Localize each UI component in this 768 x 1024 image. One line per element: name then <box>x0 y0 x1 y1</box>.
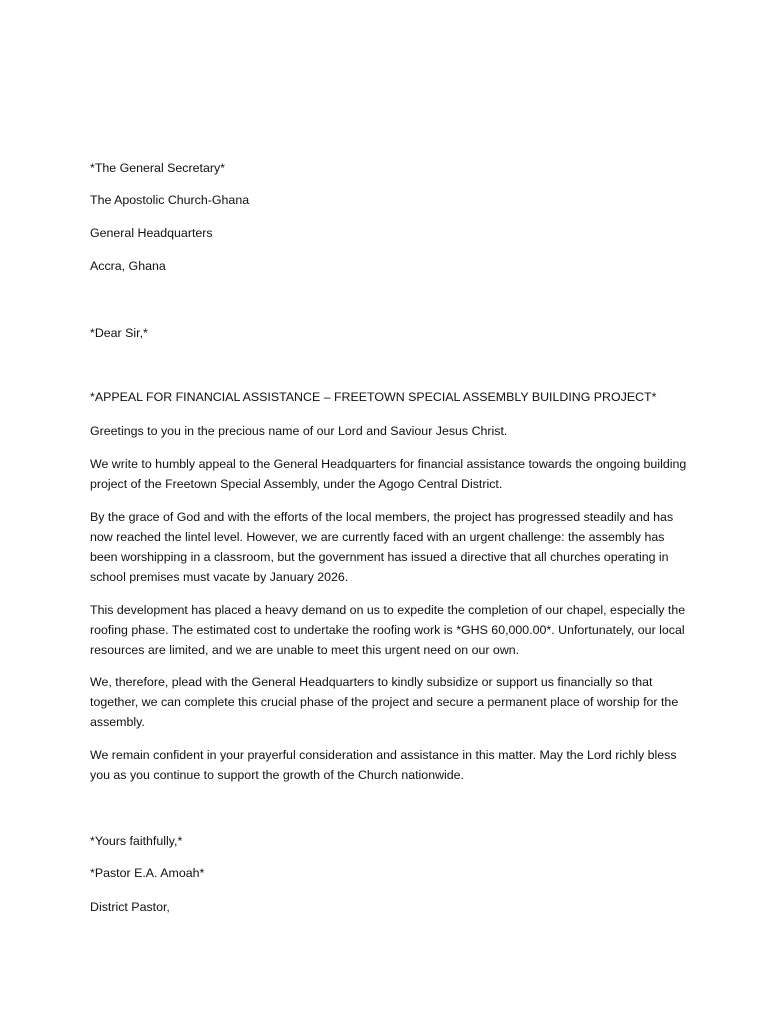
body-paragraph-3: This development has placed a heavy demand on us to expedite the completion of our chapel, especially the roofing phase. The estimated cost to undertake the roofing work is *GHS 60,000.00*. Unfortunately, our local resources are limited, and we are unable to meet this urgent need on our own. <box>90 603 686 657</box>
subject-line: *APPEAL FOR FINANCIAL ASSISTANCE – FREETOWN SPECIAL ASSEMBLY BUILDING PROJECT* <box>90 390 657 404</box>
signatory-name: *Pastor E.A. Amoah* <box>90 866 205 880</box>
greeting-paragraph: Greetings to you in the precious name of our Lord and Saviour Jesus Christ. <box>90 424 508 438</box>
recipient-location: Accra, Ghana <box>90 259 166 273</box>
recipient-organization: The Apostolic Church-Ghana <box>90 193 250 207</box>
body-paragraph-5: We remain confident in your prayerful consideration and assistance in this matter. May the Lord richly bless you as you continue to support the growth of the Church nationwide. <box>90 748 677 782</box>
body-paragraph-4: We, therefore, plead with the General Headquarters to kindly subsidize or support us financially so that together, we can complete this crucial phase of the project and secure a permanent place of worship for the assembly. <box>90 675 679 729</box>
recipient-title: *The General Secretary* <box>90 161 225 175</box>
closing: *Yours faithfully,* <box>90 834 183 848</box>
recipient-office: General Headquarters <box>90 226 213 240</box>
signatory-role: District Pastor, <box>90 900 170 914</box>
body-paragraph-1: We write to humbly appeal to the General Headquarters for financial assistance towards the ongoing building project of the Freetown Special Assembly, under the Agogo Central District. <box>90 457 687 491</box>
salutation: *Dear Sir,* <box>90 326 148 340</box>
body-paragraph-2: By the grace of God and with the efforts of the local members, the project has progressed steadily and has now reached the lintel level. However, we are currently faced with an urgent challenge: the assembly has been worshipping in a classroom, but the government has issued a directive that all churches operating in school premises must vacate by January 2026. <box>90 510 674 584</box>
